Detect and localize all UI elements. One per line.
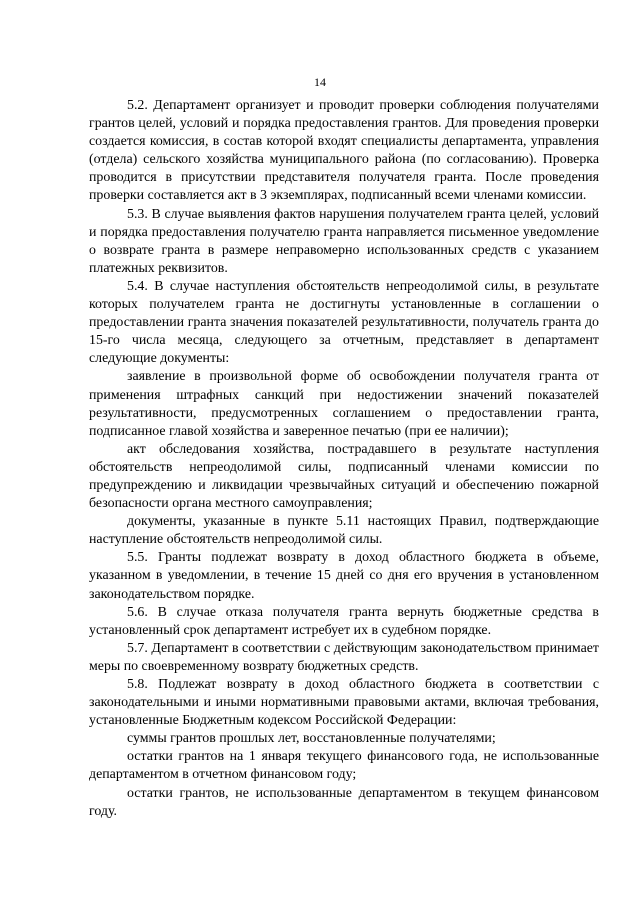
document-body — [89, 97, 599, 821]
paragraph-5-4: 5.4. В случае наступления обстоятельств непреодолимой силы, в результате которых получателем гранта не достигнуты установленные в соглашении о предоставлении гранта значения показателей результативности, получатель гранта до 15-го числа месяца, следующего за отчетным, представляет в департамент следующие документы: — [89, 278, 599, 367]
paragraph-5-8-item-january-balances: остатки грантов на 1 января текущего финансового года, не использованные департаментом в отчетном финансовом году; — [89, 749, 599, 783]
paragraph-5-8-item-current-year: остатки грантов, не использованные департаментом в текущем финансовом году. — [89, 785, 599, 819]
paragraph-5-8: 5.8. Подлежат возврату в доход областного бюджета в соответствии с законодательными и иными нормативными правовыми актами, включая требования, установленные Бюджетным кодексом Российской Федерации: — [89, 677, 599, 729]
paragraph-5-3: 5.3. В случае выявления фактов нарушения получателем гранта целей, условий и порядка предоставления получателю гранта направляется письменное уведомление о возврате гранта в размере неправомерно использованных средств с указанием платежных реквизитов. — [89, 206, 599, 276]
paragraph-5-2: 5.2. Департамент организует и проводит проверки соблюдения получателями грантов целей, условий и порядка предоставления грантов. Для проведения проверки создается комиссия, в состав которой входят специалисты департамента, управления (отдела) сельского хозяйства муниципального района (по согласованию). Проверка проводится в присутствии представителя получателя гранта. После проведения проверки составляется акт в 3 экземплярах, подписанный всеми членами комиссии. — [89, 98, 599, 204]
paragraph-5-6: 5.6. В случае отказа получателя гранта вернуть бюджетные средства в установленный срок департамент истребует их в судебном порядке. — [89, 604, 599, 638]
paragraph-5-7: 5.7. Департамент в соответствии с действующим законодательством принимает меры по своевременному возврату бюджетных средств. — [89, 640, 599, 674]
paragraph-5-5: 5.5. Гранты подлежат возврату в доход областного бюджета в объеме, указанном в уведомлении, в течение 15 дней со дня его вручения в установленном законодательством порядке. — [89, 550, 599, 602]
paragraph-5-4-item-application: заявление в произвольной форме об освобождении получателя гранта от применения штрафных санкций при недостижении значений показателей результативности, предусмотренных соглашением о предоставлении гранта, подписанное главой хозяйства и заверенное печатью (при ее наличии); — [89, 369, 599, 439]
page-number: 14 — [314, 75, 326, 89]
paragraph-5-4-item-inspection-act: акт обследования хозяйства, пострадавшего в результате наступления обстоятельств непреодолимой силы, подписанный членами комиссии по предупреждению и ликвидации чрезвычайных ситуаций и обеспечению пожарной безопасности органа местного самоуправления; — [89, 441, 599, 512]
paragraph-5-4-item-documents: документы, указанные в пункте 5.11 настоящих Правил, подтверждающие наступление обстоятельств непреодолимой силы. — [89, 514, 599, 548]
paragraph-5-8-item-past-years: суммы грантов прошлых лет, восстановленные получателями; — [127, 731, 496, 747]
